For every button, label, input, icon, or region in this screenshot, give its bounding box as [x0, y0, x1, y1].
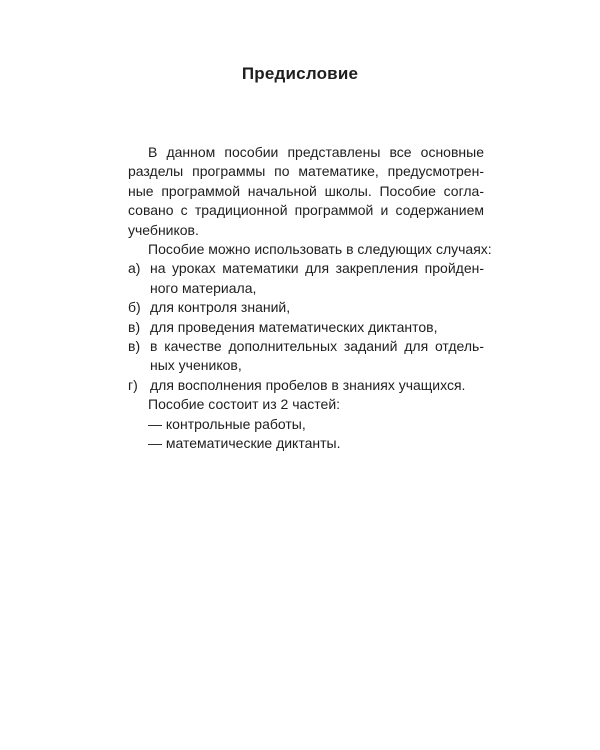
list-item-text: для проведения математических диктантов, [150, 318, 438, 335]
list-item [128, 259, 484, 298]
list-item [128, 318, 484, 337]
preface-body [128, 143, 492, 453]
cases-list [128, 259, 484, 395]
parts-intro: Пособие состоит из 2 частей: [148, 396, 341, 413]
intro-line: В данном пособии представлены все основные [148, 144, 484, 160]
list-marker: в) [128, 337, 141, 354]
part-item: — математические диктанты. [148, 434, 341, 451]
list-item-text: ного материала, [150, 279, 257, 296]
intro-line: разделы программы по математике, предусмотрен- [128, 163, 484, 180]
list-item [128, 376, 484, 395]
page-title: Предисловие [241, 64, 359, 83]
list-marker: в) [128, 318, 141, 335]
cases-intro: Пособие можно использовать в следующих случаях: [148, 240, 492, 257]
list-marker: а) [128, 260, 141, 277]
list-marker: б) [128, 299, 141, 316]
list-item-text: для восполнения пробелов в знаниях учащихся. [150, 376, 466, 393]
intro-line: учебников. [128, 221, 199, 238]
intro-line: совано с традиционной программой и содержанием [128, 202, 484, 219]
list-marker: г) [128, 376, 138, 393]
list-item [128, 337, 484, 376]
list-item-text: для контроля знаний, [150, 299, 291, 316]
list-item-text: ных учеников, [150, 357, 242, 374]
intro-paragraph [128, 143, 484, 240]
intro-line: ные программой начальной школы. Пособие согла- [128, 182, 484, 199]
part-item: — контрольные работы, [148, 415, 306, 432]
list-item-text: на уроках математики для закрепления пройден- [150, 260, 484, 277]
list-item [128, 298, 484, 317]
list-item-text: в качестве дополнительных заданий для отдель- [150, 337, 484, 354]
